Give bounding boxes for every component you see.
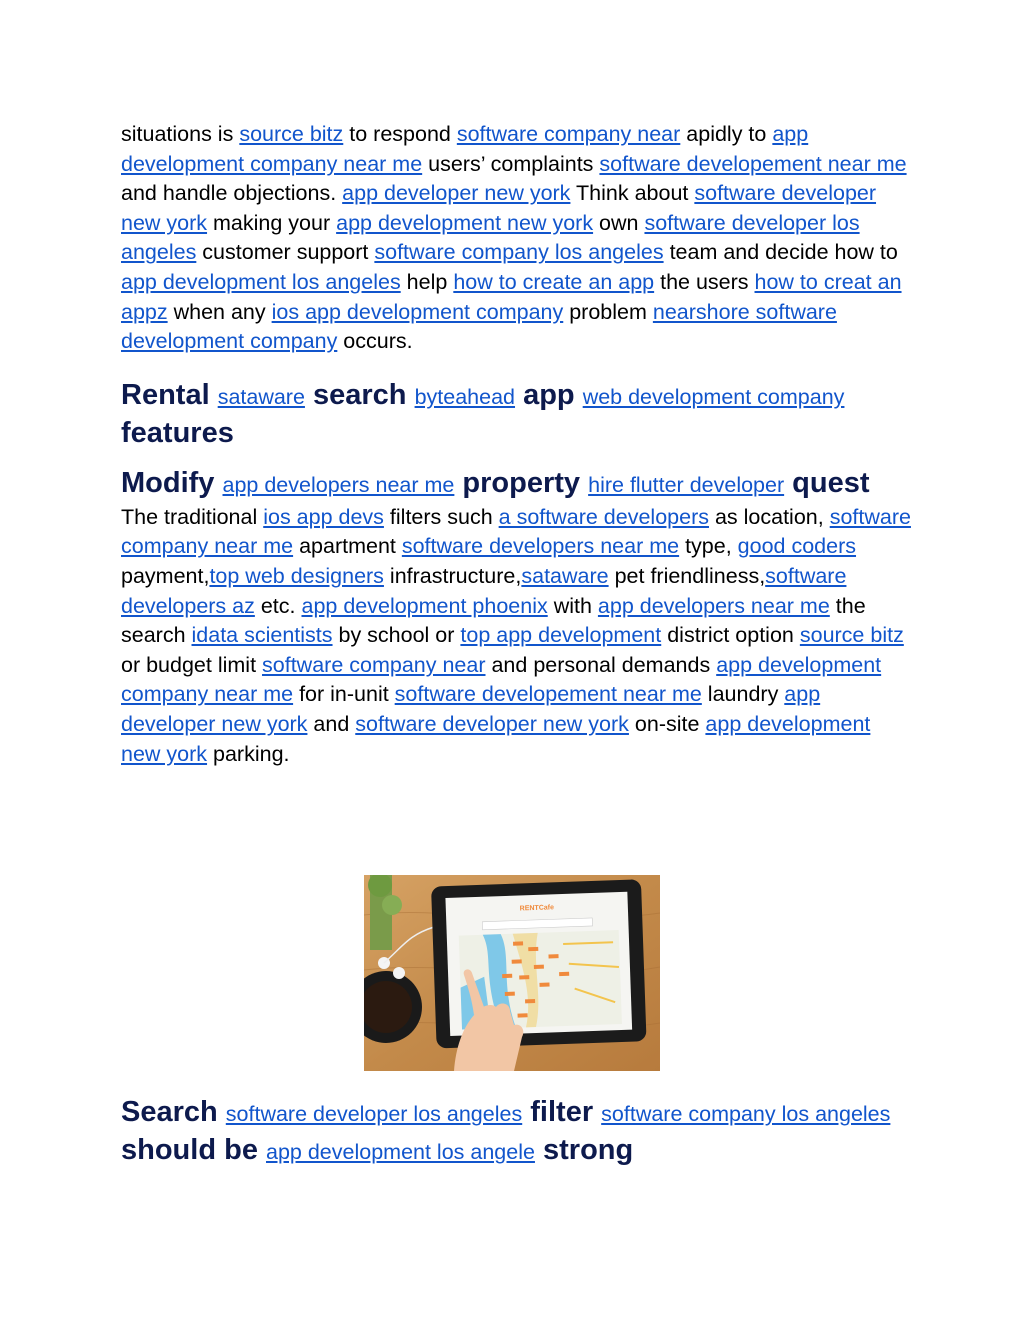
inline-link[interactable]: app development los angele (266, 1140, 535, 1164)
tablet-illustration (364, 875, 660, 1071)
inline-link[interactable]: how to creat an appz (121, 269, 902, 324)
text-run: by school or (332, 623, 461, 648)
inline-link[interactable]: source bitz (239, 122, 344, 146)
inline-link[interactable]: software developers az (121, 563, 847, 618)
document-page (121, 120, 911, 769)
text-run: the search (121, 593, 866, 648)
text-run: infrastructure, (383, 563, 522, 588)
text-run: problem (563, 299, 653, 324)
text-run: the users (654, 269, 755, 294)
text-run: with (547, 593, 598, 618)
text-run: to respond (343, 122, 457, 146)
inline-link[interactable]: app developers near me (222, 472, 455, 497)
text-run: own (593, 210, 645, 235)
inline-link[interactable]: software developer new york (121, 181, 877, 235)
inline-link[interactable]: top app development (460, 623, 662, 648)
text-run: laundry (701, 682, 785, 707)
inline-link[interactable]: sataware (217, 384, 305, 409)
inline-link[interactable]: how to create an app (453, 269, 655, 294)
text-run: apartment (293, 534, 402, 559)
inline-link[interactable]: nearshore software development company (121, 299, 837, 354)
inline-link[interactable]: good coders (737, 534, 857, 559)
text-run: payment, (121, 563, 210, 588)
inline-link[interactable]: app development company near me (121, 652, 882, 707)
inline-link[interactable]: app development los angeles (121, 269, 401, 294)
heading-search-filter-strong (121, 1094, 911, 1170)
text-run: users’ complaints (422, 151, 600, 176)
earbud (393, 967, 405, 979)
inline-link[interactable]: app developers near me (597, 593, 830, 618)
text-run: for in-unit (293, 682, 395, 707)
text-run: filter (522, 1096, 602, 1128)
tablet (431, 879, 647, 1048)
inline-link[interactable]: software developer los angeles (121, 210, 860, 265)
inline-link[interactable]: software company near me (121, 504, 911, 559)
heading-rental-search-features (121, 377, 911, 451)
text-run: Rental (121, 378, 218, 411)
text-run: district option (661, 623, 800, 648)
text-run: features (121, 416, 234, 449)
inline-link[interactable]: software developement near me (599, 151, 907, 176)
inline-link[interactable]: app development new york (336, 210, 594, 235)
inline-link[interactable]: byteahead (414, 384, 516, 409)
text-run: making your (207, 210, 337, 235)
inline-link[interactable]: software developement near me (394, 682, 702, 707)
text-run: or budget limit (121, 652, 263, 677)
text-run: and (307, 711, 356, 736)
inline-link[interactable]: sataware (521, 563, 609, 588)
app-logo: RENTCafe (519, 904, 555, 913)
inline-link[interactable]: source bitz (799, 623, 904, 648)
inline-link[interactable]: app development phoenix (301, 593, 548, 618)
text-run: pet friendliness, (608, 563, 766, 588)
text-run: occurs. (337, 329, 413, 354)
text-run: Think about (570, 181, 695, 206)
inline-link[interactable]: a software developers (498, 504, 709, 529)
text-run: The traditional (121, 504, 264, 529)
inline-link[interactable]: app developer new york (121, 682, 821, 736)
text-run: type, (679, 534, 738, 559)
text-run: and handle objections. (121, 181, 343, 206)
text-run: when any (167, 299, 272, 324)
inline-link[interactable]: idata scientists (191, 623, 333, 648)
inline-link[interactable]: ios app devs (263, 504, 384, 529)
inline-link[interactable]: software company los angeles (374, 240, 664, 265)
text-run: customer support (196, 240, 375, 265)
text-run: apidly to (680, 122, 773, 146)
inline-link[interactable]: app development new york (121, 711, 871, 766)
text-run: on-site (628, 711, 706, 736)
text-run: quest (784, 466, 870, 499)
inline-link[interactable]: app development company near me (121, 122, 809, 176)
text-run: situations is (121, 122, 240, 146)
inline-link[interactable]: software developer new york (355, 711, 629, 736)
inline-link[interactable]: software developers near me (401, 534, 680, 559)
text-run: filters such (383, 504, 499, 529)
text-run: and personal demands (485, 652, 717, 677)
text-run: app (515, 378, 583, 411)
text-run: strong (534, 1134, 634, 1166)
text-run: property (454, 466, 589, 499)
paragraph-intro (121, 120, 911, 357)
inline-link[interactable]: software company near (456, 122, 681, 146)
text-run: parking. (207, 741, 290, 766)
text-run: Search (121, 1096, 226, 1128)
heading-modify-property-quest (121, 465, 911, 503)
text-run: etc. (254, 593, 302, 618)
inline-link[interactable]: software company near (262, 652, 486, 677)
tablet-map-photo (364, 875, 660, 1071)
plant-leaf (382, 895, 402, 915)
inline-link[interactable]: app developer new york (342, 181, 571, 206)
text-run: should be (121, 1134, 266, 1166)
inline-link[interactable]: hire flutter developer (588, 472, 785, 497)
inline-link[interactable]: top web designers (209, 563, 384, 588)
text-run: Modify (121, 466, 223, 499)
text-run: search (304, 378, 415, 411)
text-run: as location, (708, 504, 830, 529)
inline-link[interactable]: software developer los angeles (225, 1102, 523, 1126)
inline-link[interactable]: software company los angeles (601, 1102, 891, 1126)
text-run: team and decide how to (663, 240, 898, 265)
paragraph-traditional-filters (121, 503, 911, 769)
text-run: help (400, 269, 454, 294)
inline-link[interactable]: web development company (582, 384, 845, 409)
inline-link[interactable]: ios app development company (271, 299, 564, 324)
